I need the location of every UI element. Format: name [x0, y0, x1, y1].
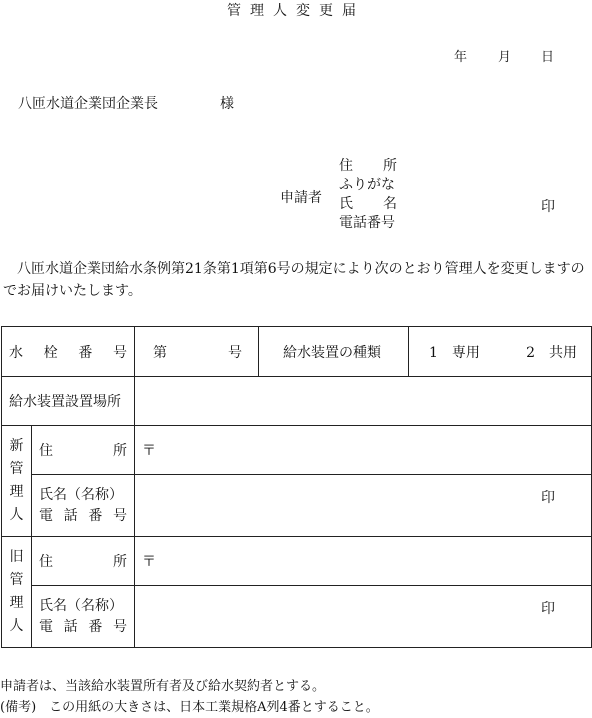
manager-change-table: [1, 326, 592, 648]
honorific: 様: [220, 96, 234, 112]
new-manager-label: 新 管 理 人: [2, 426, 32, 537]
hydrant-row: [2, 327, 592, 377]
old-manager-name-row: [2, 586, 592, 648]
location-row: [2, 377, 592, 426]
hydrant-number-label: 水 栓 番 号: [2, 327, 135, 377]
old-manager-name-field[interactable]: [135, 586, 592, 648]
postal-mark: 〒: [142, 443, 156, 459]
addressee: 八匝水道企業団企業長: [18, 96, 158, 112]
date-day: 日: [541, 50, 555, 65]
body-text: 八匝水道企業団給水条例第21条第1項第6号の規定により次のとおり管理人を変更しますのでお届けいたします。: [3, 261, 585, 299]
device-type-options[interactable]: [409, 327, 592, 377]
location-field[interactable]: [135, 377, 592, 426]
old-manager-name-label: 氏名（名称） 電 話 番 号: [32, 586, 135, 648]
old-manager-address-label: 住 所: [32, 537, 135, 586]
old-manager-label: 旧 管 理 人: [2, 537, 32, 648]
new-manager-address-row: [2, 426, 592, 475]
applicant-fields: [339, 157, 397, 233]
hydrant-number-field[interactable]: 第 号: [135, 327, 259, 377]
new-manager-name-label: 氏名（名称） 電 話 番 号: [32, 475, 135, 537]
applicant-seal: 印: [541, 199, 555, 215]
option-exclusive[interactable]: 1 専用: [429, 344, 480, 361]
applicant-address-label: 住 所: [339, 158, 397, 174]
applicant-name-label: 氏 名: [339, 196, 397, 212]
note-applicant: 申請者は、当該給水装置所有者及び給水契約者とする。: [0, 679, 326, 694]
old-manager-address-row: [2, 537, 592, 586]
applicant-label: 申請者: [280, 190, 322, 206]
date-year: 年: [454, 50, 468, 65]
old-manager-address-field[interactable]: [135, 537, 592, 586]
location-label: 給水装置設置場所: [2, 377, 135, 426]
postal-mark: 〒: [142, 554, 156, 570]
applicant-furigana-label: ふりがな: [339, 177, 395, 193]
new-manager-name-field[interactable]: [135, 475, 592, 537]
new-manager-address-label: 住 所: [32, 426, 135, 475]
new-manager-name-row: [2, 475, 592, 537]
applicant-phone-label: 電話番号: [339, 215, 395, 231]
new-manager-seal: 印: [541, 489, 555, 506]
notes: [0, 676, 379, 718]
old-manager-seal: 印: [541, 600, 555, 617]
option-shared[interactable]: 2 共用: [526, 344, 577, 361]
form-title: 管理人変更届: [227, 3, 365, 19]
device-type-label: 給水装置の種類: [259, 327, 409, 377]
new-manager-address-field[interactable]: [135, 426, 592, 475]
note-paper-size: (備考) この用紙の大きさは、日本工業規格A列4番とすること。: [0, 700, 379, 715]
date-month: 月: [498, 50, 512, 65]
